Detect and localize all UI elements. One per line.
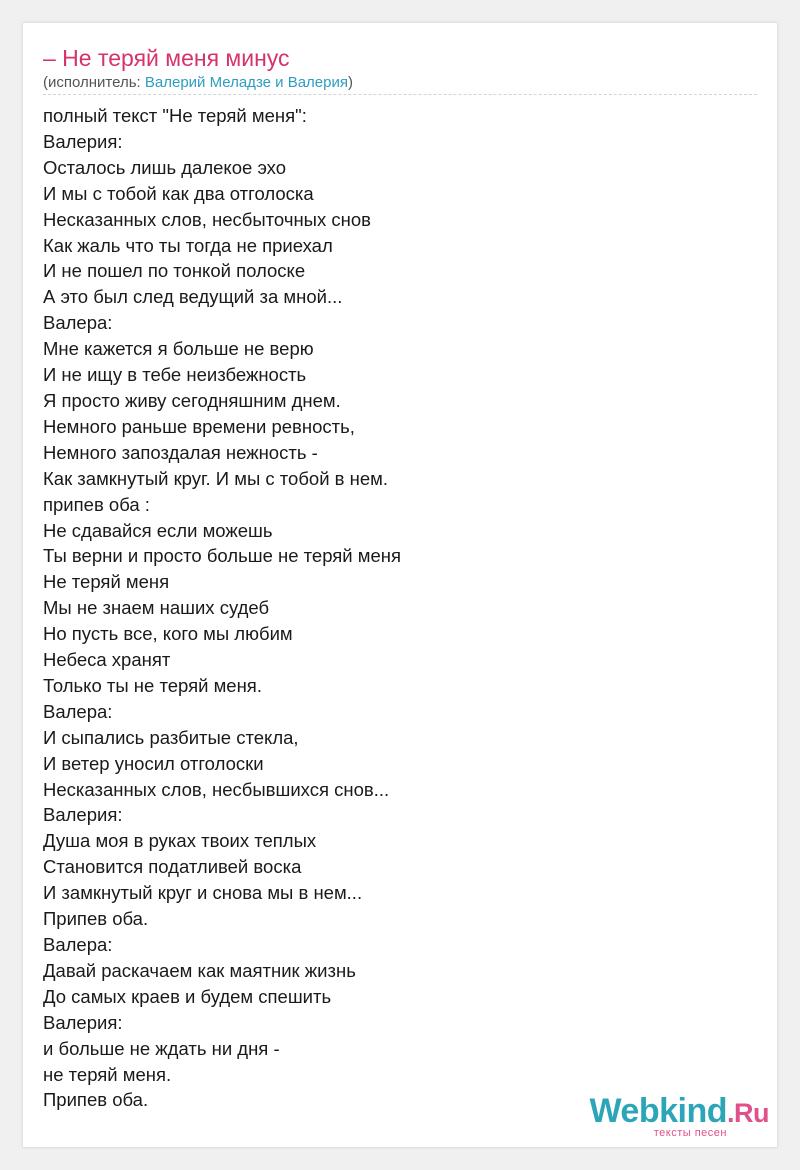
lyric-line: припев оба : [43, 493, 150, 515]
webkind-logo [589, 1094, 769, 1139]
lyrics-text [43, 103, 401, 1113]
logo-web: Webkind [589, 1092, 727, 1130]
lyric-line: Валера: [43, 934, 113, 955]
lyric-line: Несказанных слов, несбыточных снов [43, 208, 371, 230]
lyric-line: Мне кажется я больше не верю [43, 338, 314, 360]
lyric-line: Осталось лишь далекое эхо [43, 156, 287, 178]
lyric-line: полный текст "Не теряй меня": [43, 105, 307, 126]
lyric-line: и больше не ждать ни дня - [43, 1037, 280, 1059]
lyric-line: Припев оба. [43, 908, 149, 930]
lyric-line: И сыпались разбитые стекла, [43, 726, 299, 748]
lyric-line: И мы с тобой как два отголоска [43, 182, 314, 204]
logo-ru: .Ru [727, 1098, 769, 1128]
lyric-line: Валерия: [43, 1011, 123, 1033]
lyric-line: И замкнутый круг и снова мы в нем... [43, 882, 363, 904]
lyric-line: До самых краев и будем спешить [43, 985, 332, 1007]
performer-suffix: ) [348, 74, 353, 91]
lyric-line: Мы не знаем наших судеб [43, 597, 270, 619]
lyric-line: Становится податливей воска [43, 856, 302, 878]
lyric-line: Но пусть все, кого мы любим [43, 623, 293, 645]
lyric-line: Не сдавайся если можешь [43, 519, 273, 541]
performer-line [43, 73, 353, 93]
performer-link[interactable]: Валерий Меладзе и Валерия [144, 74, 348, 91]
logo-tagline: тексты песен [653, 1127, 727, 1139]
lyric-line: И не ищу в тебе неизбежность [43, 364, 307, 386]
lyric-line: Валера: [43, 312, 113, 334]
lyric-line: Немного раньше времени ревность, [43, 415, 355, 437]
lyric-line: И не пошел по тонкой полоске [43, 260, 306, 282]
lyric-line: Ты верни и просто больше не теряй меня [43, 545, 402, 567]
lyric-line: Несказанных слов, несбывшихся снов... [43, 778, 390, 800]
lyric-line: Валера: [43, 700, 113, 722]
lyric-line: Припев оба. [43, 1089, 149, 1111]
lyric-line: И ветер уносил отголоски [43, 752, 264, 774]
lyric-line: Давай раскачаем как маятник жизнь [43, 959, 356, 981]
divider [43, 94, 757, 95]
performer-prefix: (исполнитель: [43, 74, 145, 91]
lyric-line: Только ты не теряй меня. [43, 674, 262, 696]
lyric-line: Валерия: [43, 130, 123, 152]
lyric-line: Я просто живу сегодняшним днем. [43, 389, 341, 411]
lyric-line: не теряй меня. [43, 1063, 172, 1085]
lyric-line: А это был след ведущий за мной... [43, 286, 343, 308]
lyric-line: Немного запоздалая нежность - [43, 441, 318, 463]
lyric-line: Как замкнутый круг. И мы с тобой в нем. [43, 467, 389, 489]
lyric-line: Небеса хранят [43, 649, 171, 671]
page-title: – Не теряй меня минус [43, 45, 290, 71]
lyric-line: Валерия: [43, 804, 123, 826]
lyrics-card [22, 22, 778, 1148]
lyric-line: Как жаль что ты тогда не приехал [43, 234, 333, 256]
lyric-line: Не теряй меня [43, 571, 170, 593]
lyric-line: Душа моя в руках твоих теплых [43, 830, 317, 852]
